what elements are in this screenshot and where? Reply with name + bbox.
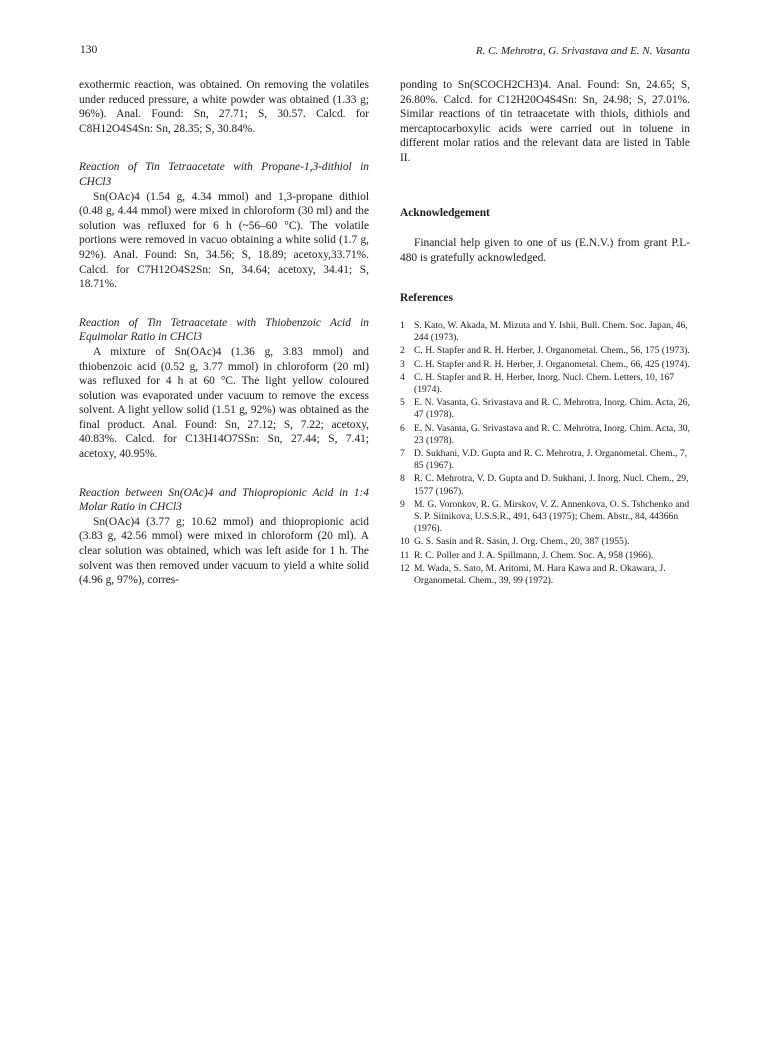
reference-item bbox=[400, 448, 690, 472]
acknowledgement-body: Financial help given to one of us (E.N.V.) from grant P.L-480 is gratefully acknowledged. bbox=[400, 237, 690, 264]
references-heading: References bbox=[400, 292, 453, 305]
reference-item bbox=[400, 563, 690, 587]
reference-item bbox=[400, 345, 690, 357]
reference-text: E. N. Vasanta, G. Srivastava and R. C. Mehrotra, Inorg. Chim. Acta, 26, 47 (1978). bbox=[414, 397, 690, 421]
acknowledgement-heading: Acknowledgement bbox=[400, 206, 490, 219]
reference-text: E. N. Vasanta, G. Srivastava and R. C. Mehrotra, Inorg. Chim. Acta, 30, 23 (1978). bbox=[414, 422, 690, 446]
reference-number: 10 bbox=[400, 536, 410, 548]
section-title: Reaction of Tin Tetraacetate with Propane-1,3-dithiol in CHCl3 bbox=[79, 161, 369, 188]
reference-number: 11 bbox=[400, 549, 410, 561]
reference-text: C. H. Stapfer and R. H. Herber, Inorg. Nucl. Chem. Letters, 10, 167 (1974). bbox=[414, 371, 675, 395]
reference-item bbox=[400, 320, 690, 344]
reference-number: 2 bbox=[400, 345, 405, 357]
reference-item bbox=[400, 372, 690, 396]
section-title: Reaction of Tin Tetraacetate with Thiobenzoic Acid in Equimolar Ratio in CHCl3 bbox=[79, 316, 369, 344]
reference-number: 8 bbox=[400, 473, 405, 485]
reference-number: 3 bbox=[400, 358, 405, 370]
section-title: Reaction between Sn(OAc)4 and Thiopropionic Acid in 1:4 Molar Ratio in CHCl3 bbox=[79, 486, 369, 514]
left-column bbox=[79, 78, 369, 588]
reference-text: C. H. Stapfer and R. H. Herber, J. Organometal. Chem., 56, 175 (1973). bbox=[414, 345, 690, 357]
reference-item bbox=[400, 423, 690, 447]
continuation-paragraph: exothermic reaction, was obtained. On removing the volatiles under reduced pressure, a white powder was obtained (1.33 g; 96%). Anal. Found: Sn, 27.71; S, 30.57. Calcd. for C8H12O4S4Sn: Sn, 28.35; S, 30.84%. bbox=[79, 79, 369, 135]
section-body: Sn(OAc)4 (3.77 g; 10.62 mmol) and thiopropionic acid (3.83 g, 42.56 mmol) were mixed in chloroform (20 ml). A clear solution was obtained, which was left aside for 1 h. The solvent was then removed under vacuum to yield a white solid (4.96 g, 97%), corres- bbox=[79, 515, 369, 587]
continuation-paragraph: ponding to Sn(SCOCH2CH3)4. Anal. Found: Sn, 24.65; S, 26.80%. Calcd. for C12H20O4S4Sn: Sn, 24.98; S, 27.01%. Similar reactions of tin tetraacetate with thiols, dithiols and mercaptocarboxylic acids were carried out in toluene in different molar ratios and the relevant data are listed in Table II. bbox=[400, 79, 690, 164]
right-column bbox=[400, 78, 690, 588]
reference-list bbox=[400, 320, 690, 587]
reference-item bbox=[400, 397, 690, 421]
reference-item bbox=[400, 499, 690, 536]
reference-number: 1 bbox=[400, 319, 405, 331]
reference-number: 9 bbox=[400, 498, 405, 510]
page-number: 130 bbox=[80, 44, 98, 56]
reference-number: 4 bbox=[400, 371, 405, 383]
reference-number: 6 bbox=[400, 422, 405, 434]
section-body: A mixture of Sn(OAc)4 (1.36 g, 3.83 mmol) and thiobenzoic acid (0.52 g, 3.77 mmol) in chloroform (20 ml) was refluxed for 4 h at 60 °C. The light yellow coloured solution was evaporated under vacuum to remove the excess solvent. A light yellow solid (1.51 g, 92%) was obtained as the final product. Anal. Found: Sn, 27.12; S, 7.22; acetoxy, 40.83%. Calcd. for C13H14O7SSn: Sn, 27.44; S, 7.41; acetoxy, 40.95%. bbox=[79, 345, 369, 461]
reference-text: C. H. Stapfer and R. H. Herber, J. Organometal. Chem., 66, 425 (1974). bbox=[414, 358, 690, 370]
reference-item bbox=[400, 536, 690, 548]
reference-text: D. Sukhani, V.D. Gupta and R. C. Mehrotra, J. Organometal. Chem., 7, 85 (1967). bbox=[414, 447, 688, 472]
reference-text: R. C. Mehrotra, V. D. Gupta and D. Sukhani, J. Inorg. Nucl. Chem., 29, 1577 (1967). bbox=[414, 473, 689, 497]
reference-number: 5 bbox=[400, 397, 405, 409]
reference-text: R. C. Poller and J. A. Spillmann, J. Chem. Soc. A, 958 (1966). bbox=[414, 549, 654, 561]
reference-number: 12 bbox=[400, 562, 410, 574]
reference-number: 7 bbox=[400, 447, 405, 459]
reference-text: M. Wada, S. Sato, M. Aritomi, M. Hara Kawa and R. Okawara, J. Organometal. Chem., 39, 99 (1972). bbox=[414, 562, 666, 586]
reference-text: S. Kato, W. Akada, M. Mizuta and Y. Ishii, Bull. Chem. Soc. Japan, 46, 244 (1973). bbox=[414, 319, 688, 344]
reference-item bbox=[400, 473, 690, 497]
running-head: R. C. Mehrotra, G. Srivastava and E. N. Vasanta bbox=[475, 45, 690, 57]
reference-text: M. G. Voronkov, R. G. Mirskov, V. Z. Annenkova, O. S. Tshchenko and S. P. Sitnikova, U.S.S.R., 491, 643 (1975); Chem. Abstr., 84, 44366n (1976). bbox=[414, 498, 690, 535]
reference-text: G. S. Sasin and R. Sasin, J. Org. Chem., 20, 387 (1955). bbox=[414, 536, 630, 548]
reference-item bbox=[400, 359, 690, 371]
section-body: Sn(OAc)4 (1.54 g, 4.34 mmol) and 1,3-propane dithiol (0.48 g, 4.44 mmol) were mixed in chloroform (30 ml) and the solution was refluxed for 6 h (~56–60 °C). The volatile portions were removed in vacuo obtaining a white solid (1.7 g, 92%). Anal. Found: Sn, 34.56; S, 18.89; acetoxy,33.71%. Calcd. for C7H12O4S2Sn: Sn, 34.64; acetoxy, 34.41; S, 18.71%. bbox=[79, 190, 369, 291]
reference-item bbox=[400, 550, 690, 562]
